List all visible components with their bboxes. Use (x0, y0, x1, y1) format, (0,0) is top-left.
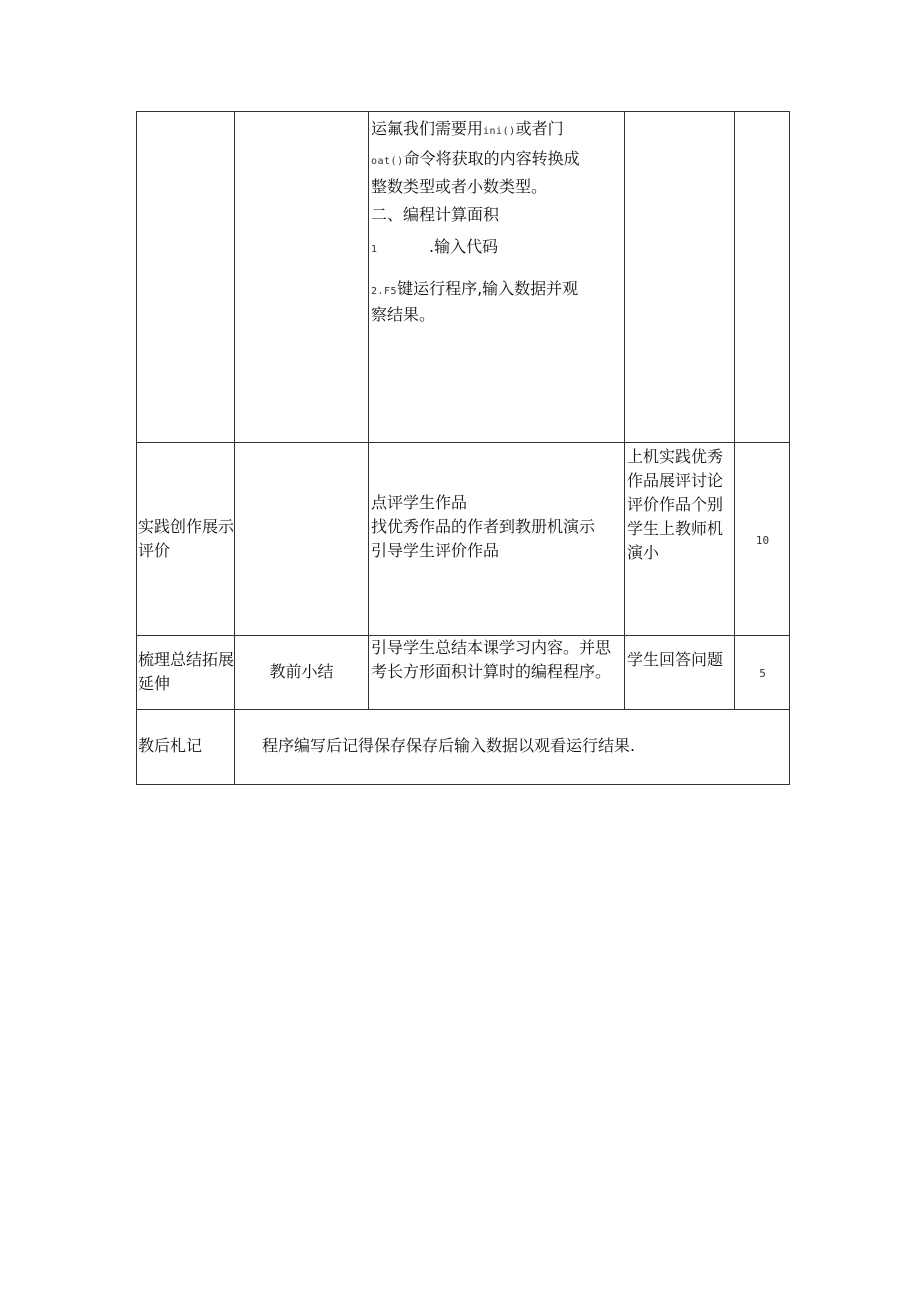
content-line: oat()命令将获取的内容转换成 (371, 149, 580, 168)
content-line: 二、编程计算面积 (371, 205, 500, 224)
column-divider (734, 111, 735, 709)
row3-method-cell: 教前小结 (269, 662, 334, 681)
row4-label-cell: 教后札记 (138, 736, 203, 755)
column-divider (624, 111, 625, 709)
row2-activity-cell: 上机实践优秀作品展评讨论评价作品个别学生上教师机演小 (627, 447, 724, 562)
lesson-plan-table (136, 111, 790, 785)
row4-note-cell: 程序编写后记得保存保存后输入数据以观看运行结果. (262, 736, 636, 755)
row3-stage-cell: 梳理总结拓展延伸 (138, 650, 235, 693)
table-border-right (789, 111, 790, 785)
row2-content-cell (371, 491, 623, 563)
content-line: 1 .输入代码 (371, 237, 499, 256)
content-line: 运氟我们需要用ini()或者门 (371, 119, 564, 138)
row3-time-cell: 5 (759, 667, 766, 680)
row3-activity-cell: 学生回答问题 (627, 650, 724, 669)
content-line: 找优秀作品的作者到教册机演示 (371, 517, 596, 536)
content-line: 整数类型或者小数类型。 (371, 177, 548, 196)
table-border-left (136, 111, 137, 785)
content-line: 2.F5键运行程序,输入数据并观 (371, 279, 579, 298)
content-line: 察结果。 (371, 305, 436, 324)
row2-stage-cell: 实践创作展示评价 (138, 517, 235, 560)
content-line: 引导学生评价作品 (371, 541, 500, 560)
row2-time-cell: 10 (755, 534, 770, 547)
column-divider (368, 111, 369, 709)
row1-content-cell (371, 117, 623, 327)
row3-content-cell: 引导学生总结本课学习内容。并思考长方形面积计算时的编程程序。 (371, 638, 612, 681)
content-line: 点评学生作品 (371, 493, 468, 512)
